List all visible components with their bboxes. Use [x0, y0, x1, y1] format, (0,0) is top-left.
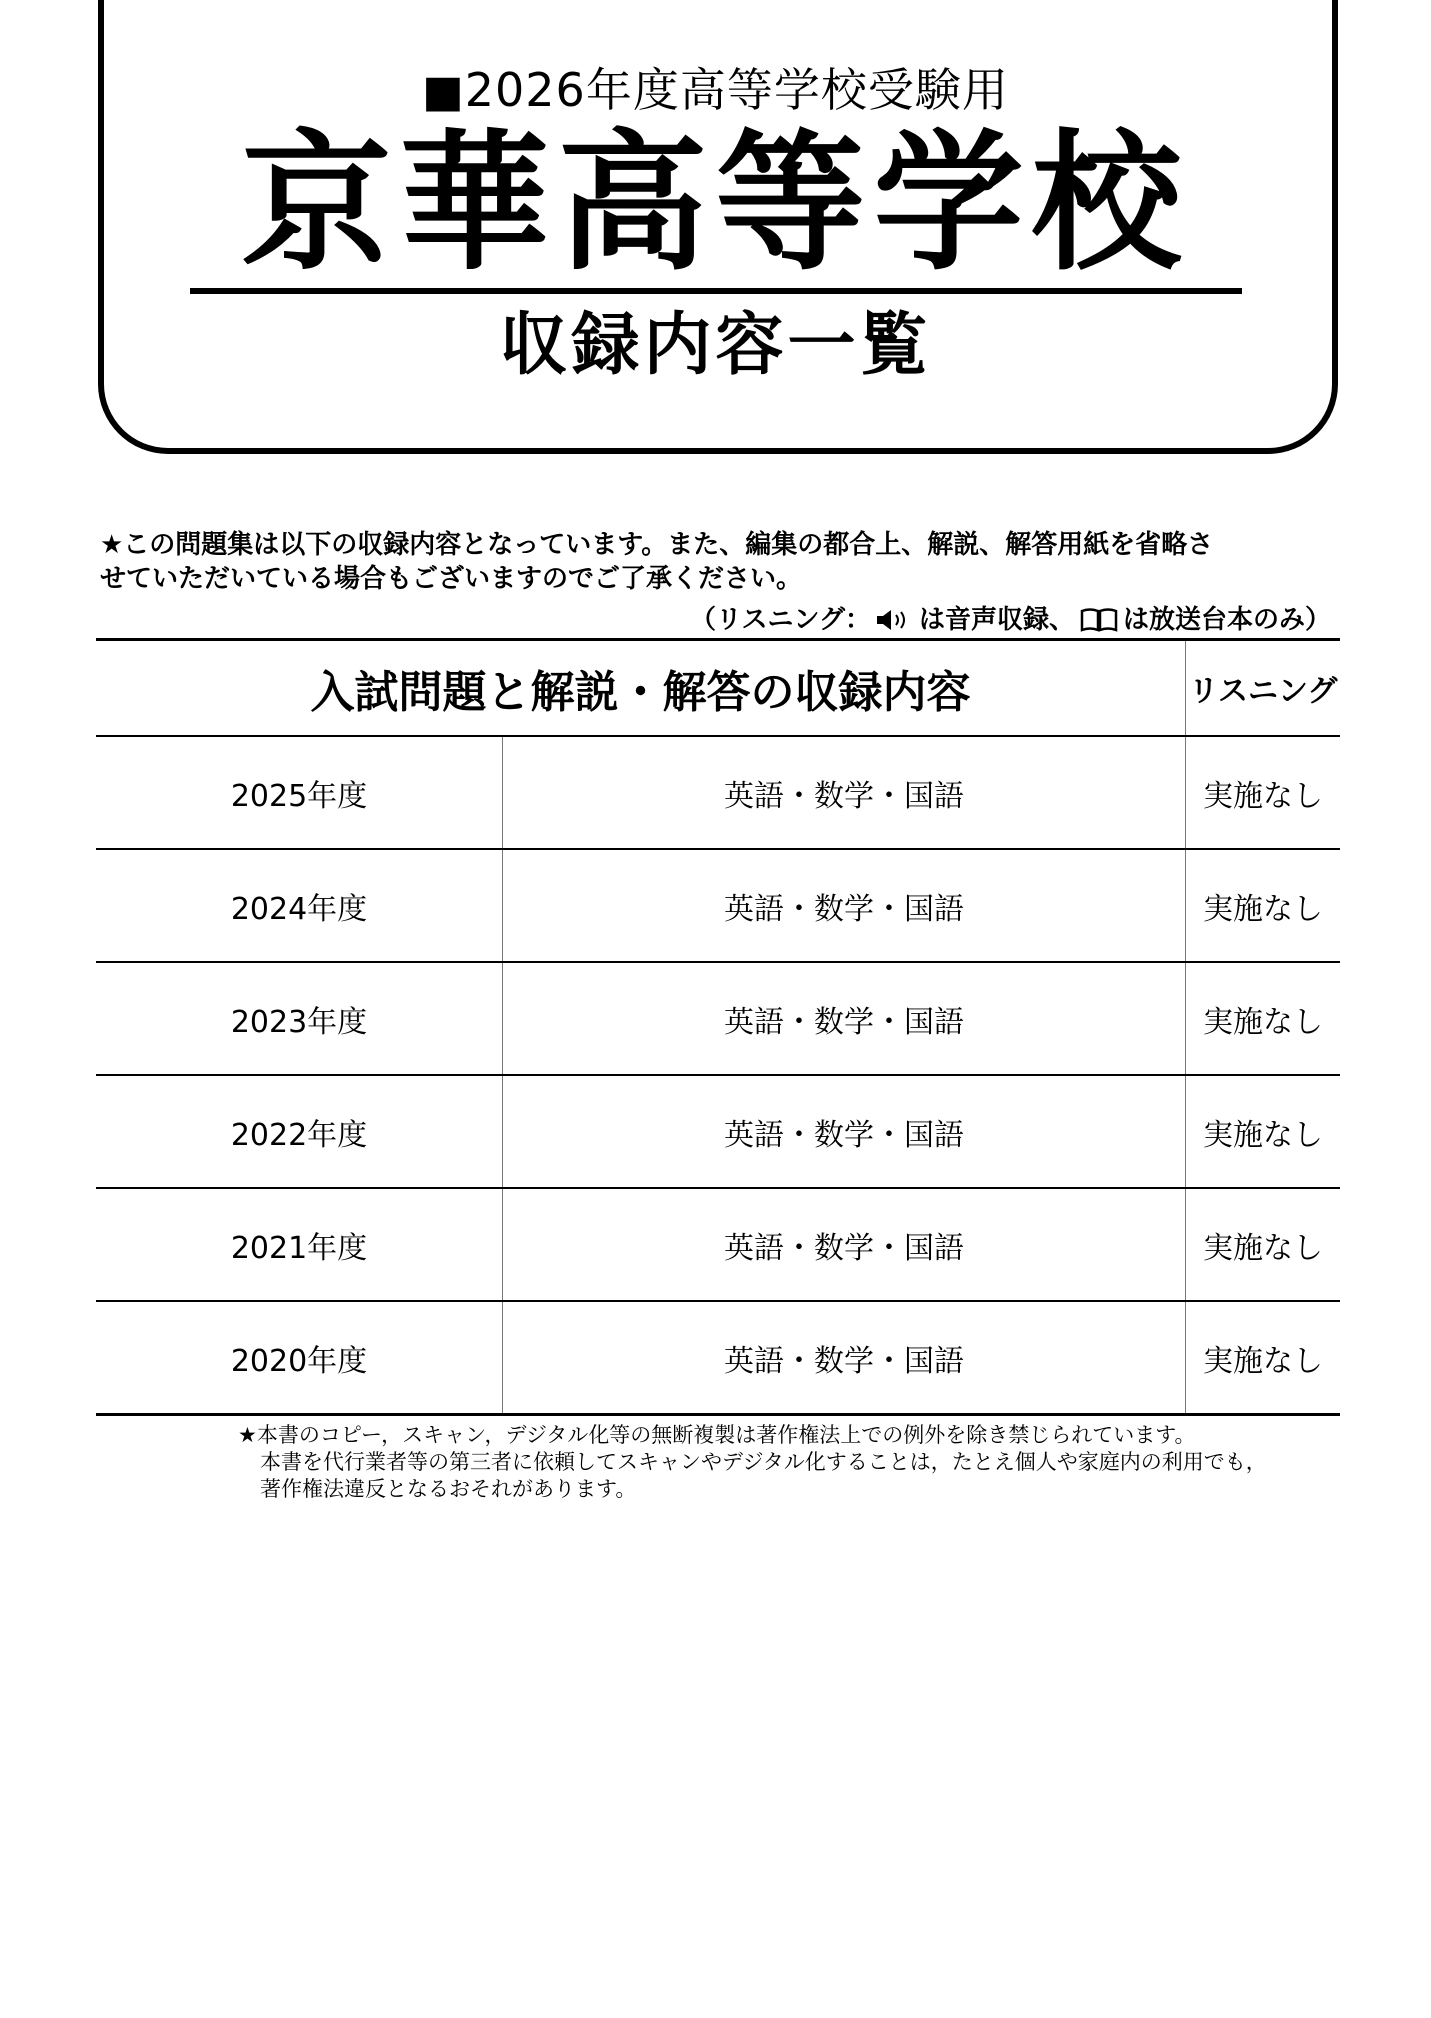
table-header-row: [96, 640, 1340, 737]
subjects-cell: 英語・数学・国語: [503, 1301, 1186, 1415]
subjects-cell: 英語・数学・国語: [503, 849, 1186, 962]
header-contents: 入試問題と解説・解答の収録内容: [96, 640, 1186, 737]
table-row: [96, 849, 1340, 962]
subjects-cell: 英語・数学・国語: [503, 736, 1186, 849]
subjects-cell: 英語・数学・国語: [503, 962, 1186, 1075]
legend-book-text: は放送台本のみ）: [1122, 605, 1331, 635]
notice-line-1: ★この問題集は以下の収録内容となっています。また、編集の都合上、解説、解答用紙を省略さ: [100, 530, 1214, 560]
subjects-cell: 英語・数学・国語: [503, 1188, 1186, 1301]
contents-table: [96, 638, 1340, 1416]
year-cell: 2025年度: [96, 736, 503, 849]
table-row: [96, 736, 1340, 849]
year-cell: 2020年度: [96, 1301, 503, 1415]
exam-year-subtitle: [0, 62, 1431, 120]
title-divider: [190, 288, 1242, 294]
subjects-cell: 英語・数学・国語: [503, 1075, 1186, 1188]
listening-cell: 実施なし: [1186, 962, 1341, 1075]
table-row: [96, 962, 1340, 1075]
listening-cell: 実施なし: [1186, 1188, 1341, 1301]
year-cell: 2021年度: [96, 1188, 503, 1301]
listening-legend: [690, 603, 1331, 637]
table-row: [96, 1075, 1340, 1188]
contents-title: 収録内容一覧: [499, 306, 932, 385]
notice: [100, 528, 1340, 596]
header-listening: リスニング: [1186, 640, 1341, 737]
year-cell: 2023年度: [96, 962, 503, 1075]
legend-audio-text: は音声収録、: [918, 605, 1075, 635]
notice-line-2: せていただいている場合もございますのでご了承ください。: [100, 564, 803, 594]
table-row: [96, 1301, 1340, 1415]
copyright-line-1: ★本書のコピー，スキャン，デジタル化等の無断複製は著作権法上での例外を除き禁じられています。: [238, 1423, 1196, 1447]
speaker-icon: [875, 607, 915, 633]
copyright-line-3: 著作権法違反となるおそれがあります。: [260, 1477, 637, 1501]
open-book-icon: [1079, 606, 1119, 634]
listening-cell: 実施なし: [1186, 849, 1341, 962]
table-row: [96, 1188, 1340, 1301]
listening-cell: 実施なし: [1186, 1075, 1341, 1188]
year-cell: 2022年度: [96, 1075, 503, 1188]
listening-cell: 実施なし: [1186, 736, 1341, 849]
copyright-line-2: 本書を代行業者等の第三者に依頼してスキャンやデジタル化することは，たとえ個人や家庭内の利用でも，: [260, 1450, 1267, 1474]
school-name: 京華高等学校: [241, 117, 1190, 291]
year-cell: 2024年度: [96, 849, 503, 962]
copyright-notice: [238, 1422, 1338, 1503]
listening-cell: 実施なし: [1186, 1301, 1341, 1415]
subtitle-text: 2026年度高等学校受験用: [464, 63, 1009, 117]
legend-prefix: （リスニング：: [690, 605, 871, 635]
square-bullet: ■: [422, 66, 465, 117]
